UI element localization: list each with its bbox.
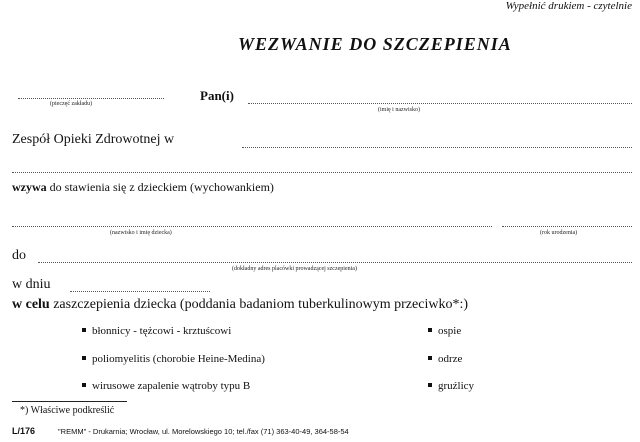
summon-bold: wzywa	[12, 180, 47, 194]
footnote: *) Właściwe podkreślić	[20, 405, 115, 416]
vaccine-label: wirusowe zapalenie wątroby typu B	[92, 380, 251, 392]
form-title: WEZWANIE DO SZCZEPIENIA	[238, 34, 512, 54]
clinic-field-continued[interactable]	[12, 172, 632, 173]
vaccine-label: błonnicy - tężcowi - krztuścowi	[92, 325, 232, 337]
birth-year-caption: (rok urodzenia)	[540, 230, 578, 236]
printer-info: "REMM" - Drukarnia; Wrocław, ul. Morelowskiego 10; tel./fax (71) 363-40-49, 364-58-54	[58, 427, 349, 436]
purpose-line	[12, 297, 468, 313]
child-name-caption: (nazwisko i imię dziecka)	[110, 230, 172, 236]
vaccine-label: poliomyelitis (chorobie Heine-Medina)	[92, 353, 265, 365]
bullet-icon	[428, 383, 432, 387]
bullet-icon	[82, 356, 86, 360]
place-caption: (dokładny adres placówki prowadzącej szczepienia)	[232, 266, 357, 272]
vaccine-option[interactable]	[82, 353, 265, 365]
clinic-label: Zespół Opieki Zdrowotnej w	[12, 132, 175, 147]
place-field[interactable]	[38, 262, 632, 263]
bullet-icon	[428, 328, 432, 332]
date-label: w dniu	[12, 277, 51, 292]
vaccine-label: odrze	[438, 353, 463, 365]
bullet-icon	[82, 328, 86, 332]
purpose-text: zaszczepienia dziecka (poddania badaniom tuberkulinowym przeciwko*:)	[53, 297, 468, 312]
vaccine-label: gruźlicy	[438, 380, 475, 392]
stamp-line[interactable]	[18, 98, 164, 99]
summon-line	[12, 180, 274, 195]
birth-year-field[interactable]	[502, 226, 632, 227]
vaccine-option[interactable]	[428, 325, 461, 337]
clinic-field[interactable]	[242, 147, 632, 148]
child-name-field[interactable]	[12, 226, 492, 227]
bullet-icon	[428, 356, 432, 360]
form-code: L/176	[12, 426, 36, 436]
place-label: do	[12, 248, 26, 263]
purpose-bold: w celu	[12, 297, 50, 312]
vaccine-label: ospie	[438, 325, 462, 337]
fill-instruction: Wypełnić drukiem - czytelnie	[505, 0, 632, 12]
addressee-label: Pan(i)	[200, 88, 234, 103]
vaccine-option[interactable]	[428, 380, 474, 392]
stamp-caption: (pieczęć zakładu)	[50, 101, 93, 107]
addressee-name-field[interactable]	[248, 103, 632, 104]
vaccine-option[interactable]	[428, 353, 462, 365]
vaccine-option[interactable]	[82, 325, 231, 337]
summon-text: do stawienia się z dzieckiem (wychowankiem)	[49, 180, 274, 194]
vaccine-option[interactable]	[82, 380, 250, 392]
date-field[interactable]	[70, 291, 210, 292]
footnote-divider	[12, 401, 127, 402]
bullet-icon	[82, 383, 86, 387]
addressee-caption: (imię i nazwisko)	[378, 107, 420, 113]
